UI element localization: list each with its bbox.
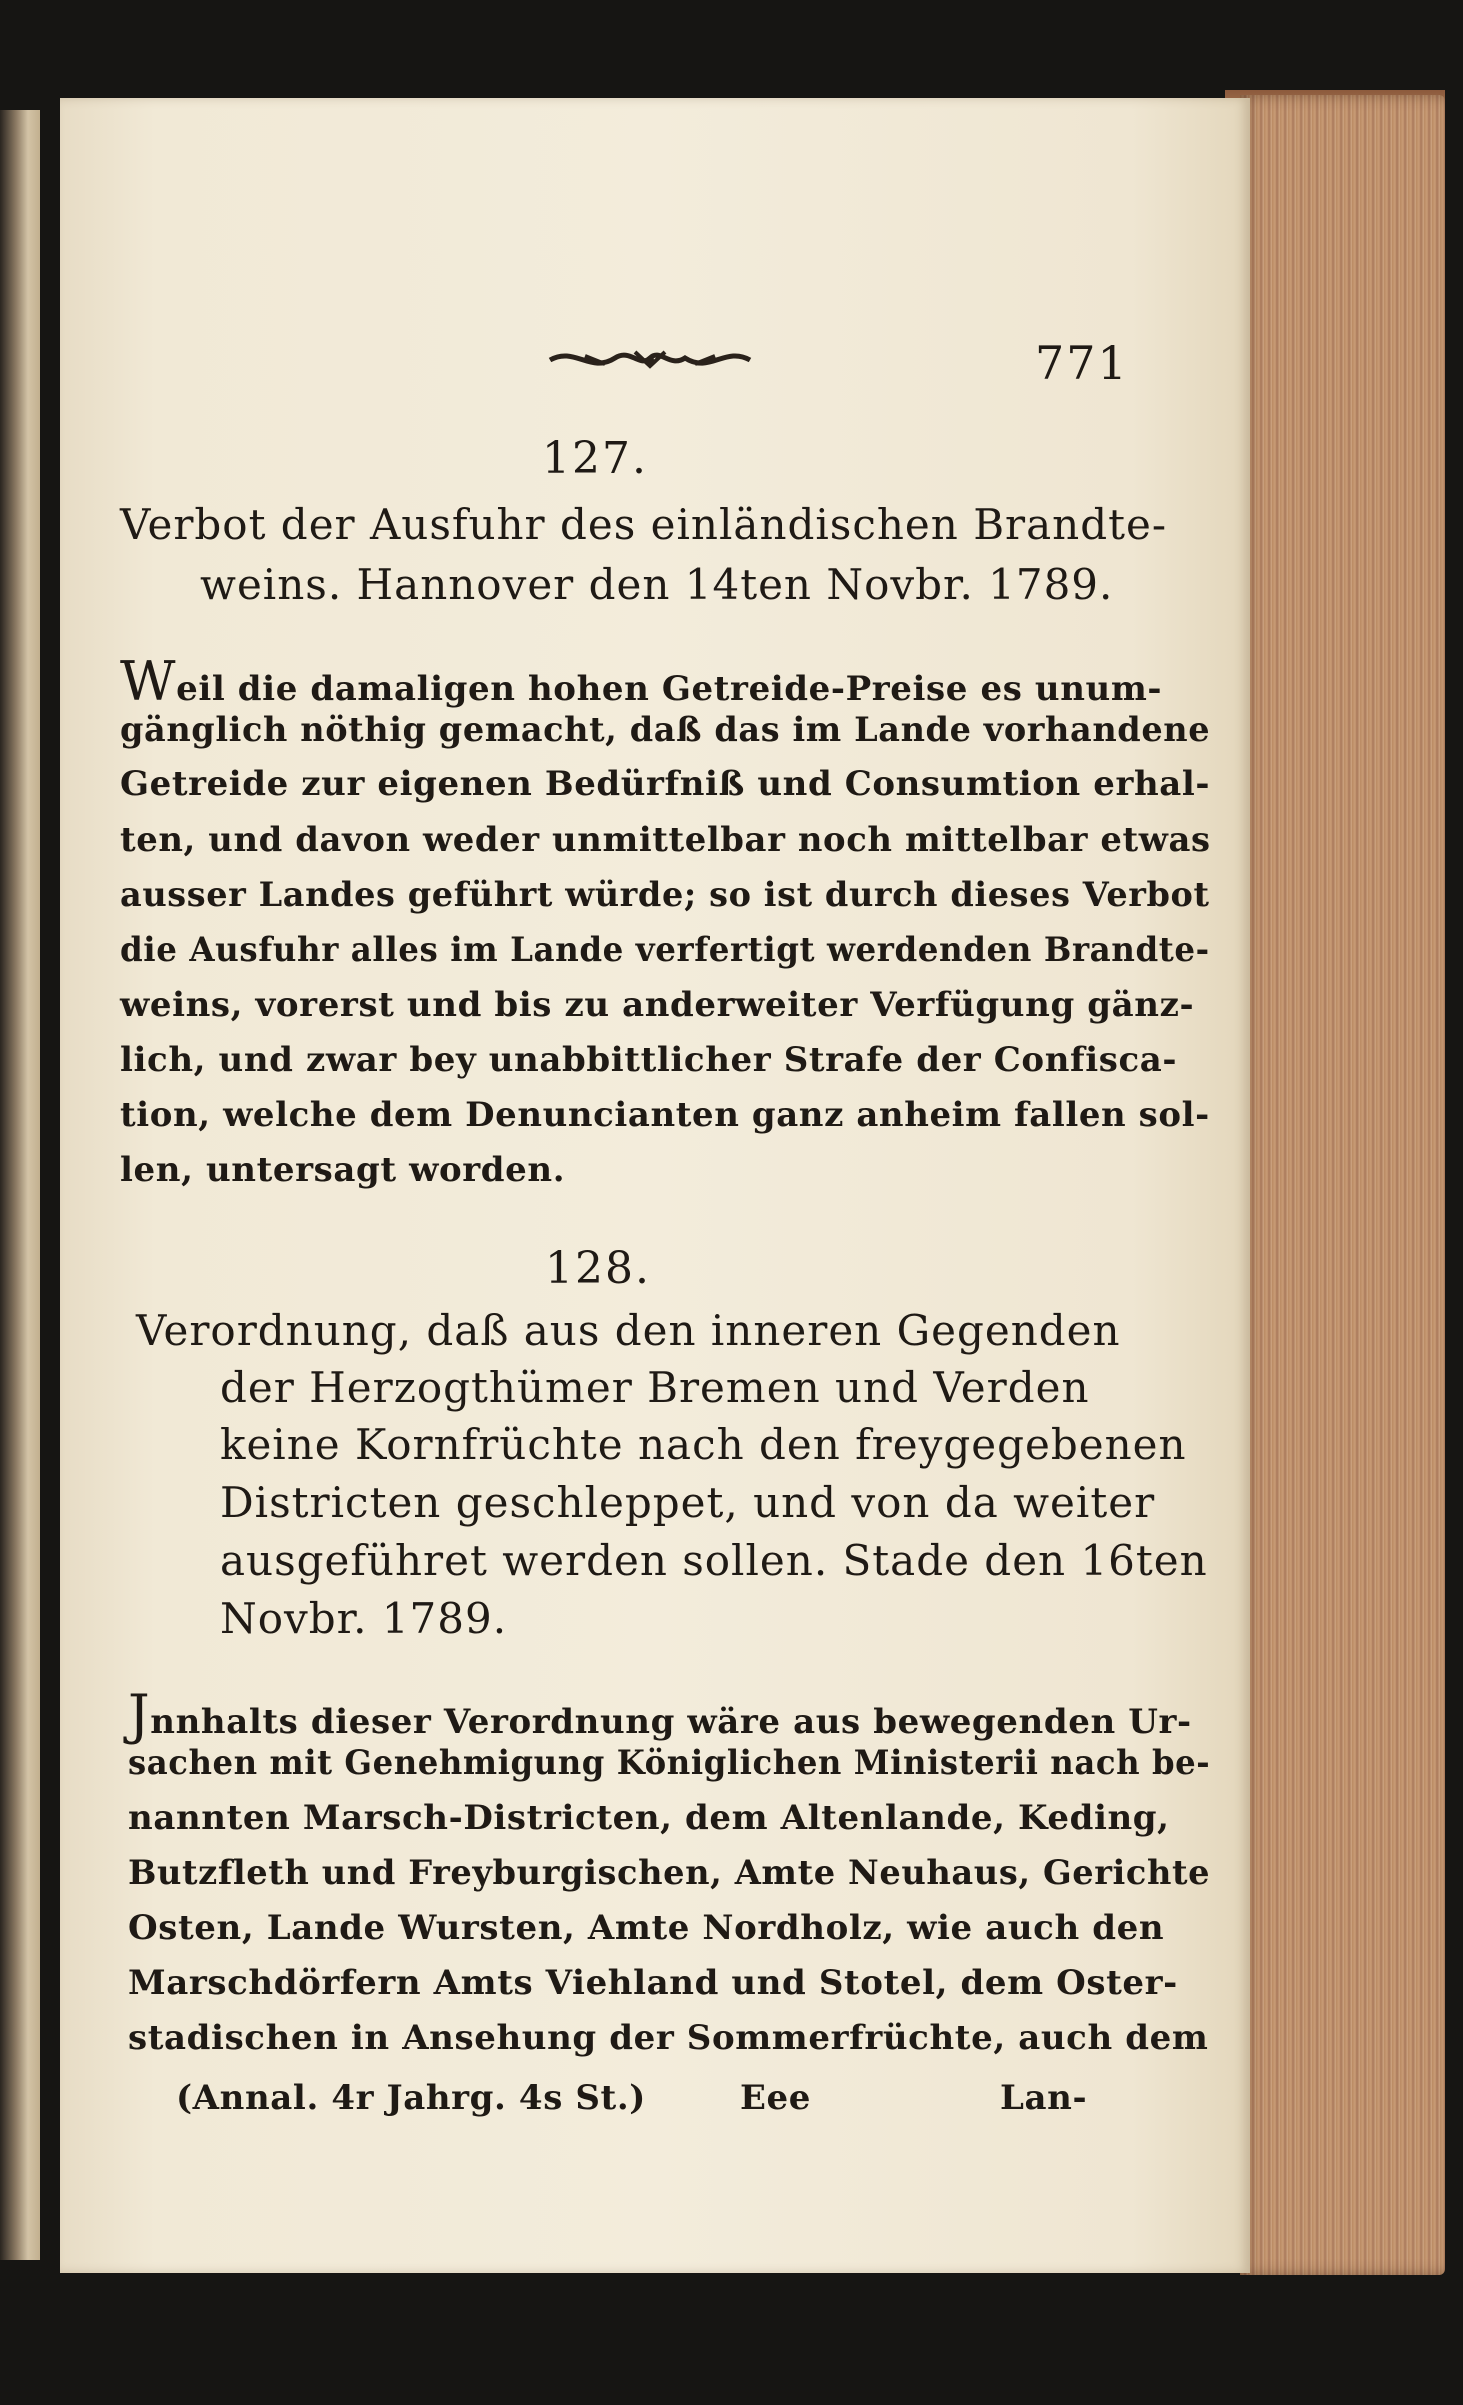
body-line: ausser Landes geführt würde; so ist durch dieses Verbot [120, 875, 1210, 915]
drop-cap: W [120, 650, 177, 713]
section-title-line: der Herzogthümer Bremen und Verden [220, 1363, 1090, 1412]
book-page [60, 98, 1250, 2273]
body-line: lich, und zwar bey unabbittlicher Strafe der Confisca- [120, 1040, 1178, 1080]
body-line: Weil die damaligen hohen Getreide-Preise es unum- [120, 650, 1163, 713]
signature-mark: Eee [740, 2078, 811, 2118]
section-number: 127. [542, 433, 648, 484]
body-line: nannten Marsch-Districten, dem Altenlande, Keding, [128, 1798, 1170, 1838]
body-line: Jnnhalts dieser Verordnung wäre aus bewegenden Ur- [128, 1683, 1192, 1746]
body-line: ten, und davon weder unmittelbar noch mittelbar etwas [120, 820, 1211, 860]
body-line: tion, welche dem Denuncianten ganz anheim fallen sol- [120, 1095, 1210, 1135]
body-line: Osten, Lande Wursten, Amte Nordholz, wie auch den [128, 1908, 1165, 1948]
section-title-line: Verordnung, daß aus den inneren Gegenden [136, 1306, 1121, 1355]
section-title-line: weins. Hannover den 14ten Novbr. 1789. [200, 560, 1114, 609]
body-line: weins, vorerst und bis zu anderweiter Verfügung gänz- [120, 985, 1195, 1025]
body-line: stadischen in Ansehung der Sommerfrüchte, auch dem [128, 2018, 1209, 2058]
book-fore-edge [1240, 95, 1445, 2275]
section-title-line: Verbot der Ausfuhr des einländischen Brandte- [120, 500, 1168, 549]
body-line: gänglich nöthig gemacht, daß das im Lande vorhandene [120, 710, 1211, 750]
section-number: 128. [545, 1243, 651, 1294]
catchword: Lan- [1000, 2078, 1088, 2118]
section-title-line: Novbr. 1789. [220, 1594, 508, 1643]
section-title-line: ausgeführet werden sollen. Stade den 16ten [220, 1536, 1208, 1585]
section-title-line: Districten geschleppet, und von da weiter [220, 1478, 1156, 1527]
body-line: len, untersagt worden. [120, 1150, 566, 1190]
left-page-edge [0, 110, 40, 2260]
body-line: Getreide zur eigenen Bedürfniß und Consumtion erhal- [120, 764, 1211, 804]
section-title-line: keine Kornfrüchte nach den freygegebenen [220, 1420, 1187, 1469]
signature-line: (Annal. 4r Jahrg. 4s St.) [176, 2078, 646, 2118]
body-line: Marschdörfern Amts Viehland und Stotel, dem Oster- [128, 1963, 1178, 2003]
drop-cap: J [128, 1683, 151, 1746]
body-line: sachen mit Genehmigung Königlichen Ministerii nach be- [128, 1743, 1211, 1783]
body-line: Butzfleth und Freyburgischen, Amte Neuhaus, Gerichte [128, 1853, 1211, 1893]
page-number: 771 [1035, 336, 1129, 390]
body-line: die Ausfuhr alles im Lande verfertigt werdenden Brandte- [120, 930, 1210, 970]
fleuron-ornament-icon [545, 338, 755, 380]
